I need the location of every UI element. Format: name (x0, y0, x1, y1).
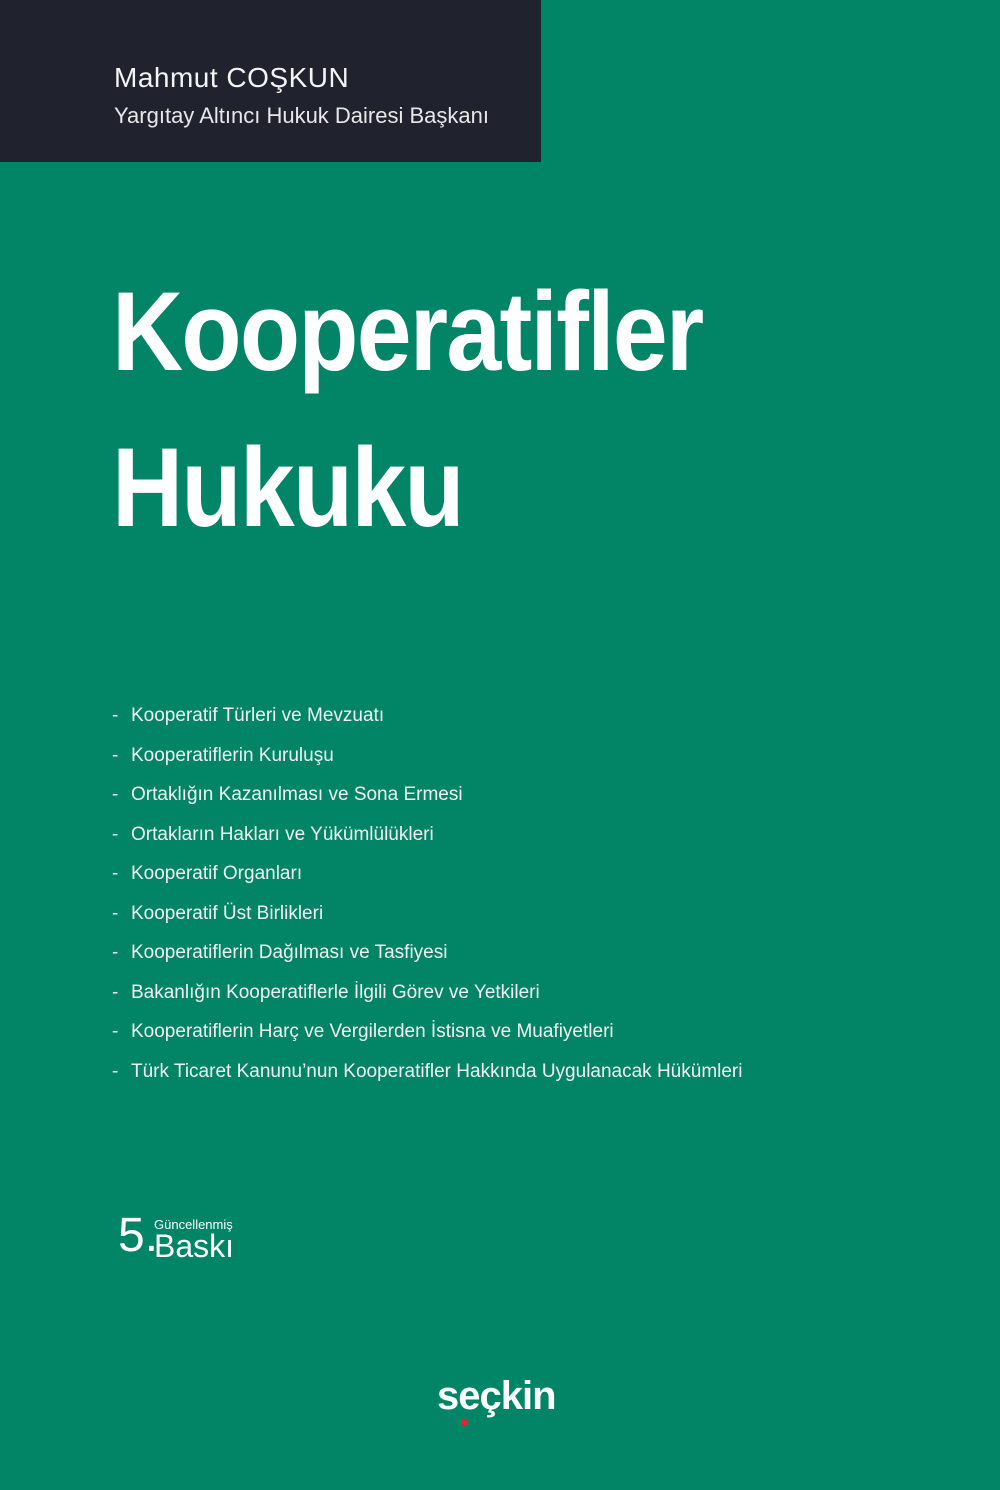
topic-item (112, 982, 742, 1022)
topic-item (112, 942, 742, 982)
author-name: Mahmut COŞKUN (114, 62, 350, 93)
topic-text: Kooperatiflerin Kuruluşu (131, 744, 334, 766)
edition-number: 5. (118, 1209, 159, 1262)
bullet-dash: - (112, 784, 119, 805)
publisher-logo: seçkin (437, 1374, 556, 1418)
topic-text: Ortaklığın Kazanılması ve Sona Ermesi (131, 784, 463, 805)
topic-item (112, 1061, 742, 1101)
topic-text: Kooperatiflerin Dağılması ve Tasfiyesi (131, 942, 448, 963)
topic-item (112, 1021, 742, 1061)
edition-label (118, 1209, 318, 1272)
topic-item (112, 745, 742, 785)
bullet-dash: - (112, 705, 119, 726)
publisher-logo-dot-icon (461, 1419, 468, 1426)
topic-text: Kooperatif Türleri ve Mevzuatı (131, 705, 385, 726)
bullet-dash: - (112, 744, 119, 766)
topic-text: Kooperatif Organları (131, 863, 303, 884)
topic-item (112, 824, 742, 864)
topic-text: Kooperatiflerin Harç ve Vergilerden İstisna ve Muafiyetleri (131, 1021, 614, 1042)
bullet-dash: - (112, 942, 119, 963)
bullet-dash: - (112, 823, 119, 845)
bullet-dash: - (112, 902, 119, 924)
book-title-line-2: Hukuku (112, 425, 463, 550)
topic-item (112, 863, 742, 903)
topic-item (112, 903, 742, 943)
topic-list (112, 705, 742, 1100)
bullet-dash: - (112, 863, 119, 884)
author-title: Yargıtay Altıncı Hukuk Dairesi Başkanı (114, 103, 489, 128)
topic-text: Bakanlığın Kooperatiflerle İlgili Görev ve Yetkileri (131, 981, 540, 1003)
bullet-dash: - (112, 1060, 119, 1082)
topic-item (112, 705, 742, 745)
bullet-dash: - (112, 981, 119, 1003)
topic-item (112, 784, 742, 824)
author-band (0, 0, 541, 162)
bullet-dash: - (112, 1021, 119, 1042)
topic-text: Kooperatif Üst Birlikleri (131, 902, 324, 924)
edition-qualifier: Güncellenmiş (154, 1217, 233, 1232)
topic-text: Türk Ticaret Kanunu’nun Kooperatifler Hakkında Uygulanacak Hükümleri (131, 1060, 743, 1082)
edition-word: Baskı (154, 1228, 235, 1264)
topic-text: Ortakların Hakları ve Yükümlülükleri (131, 823, 434, 845)
book-title-line-1: Kooperatifler (112, 269, 703, 394)
